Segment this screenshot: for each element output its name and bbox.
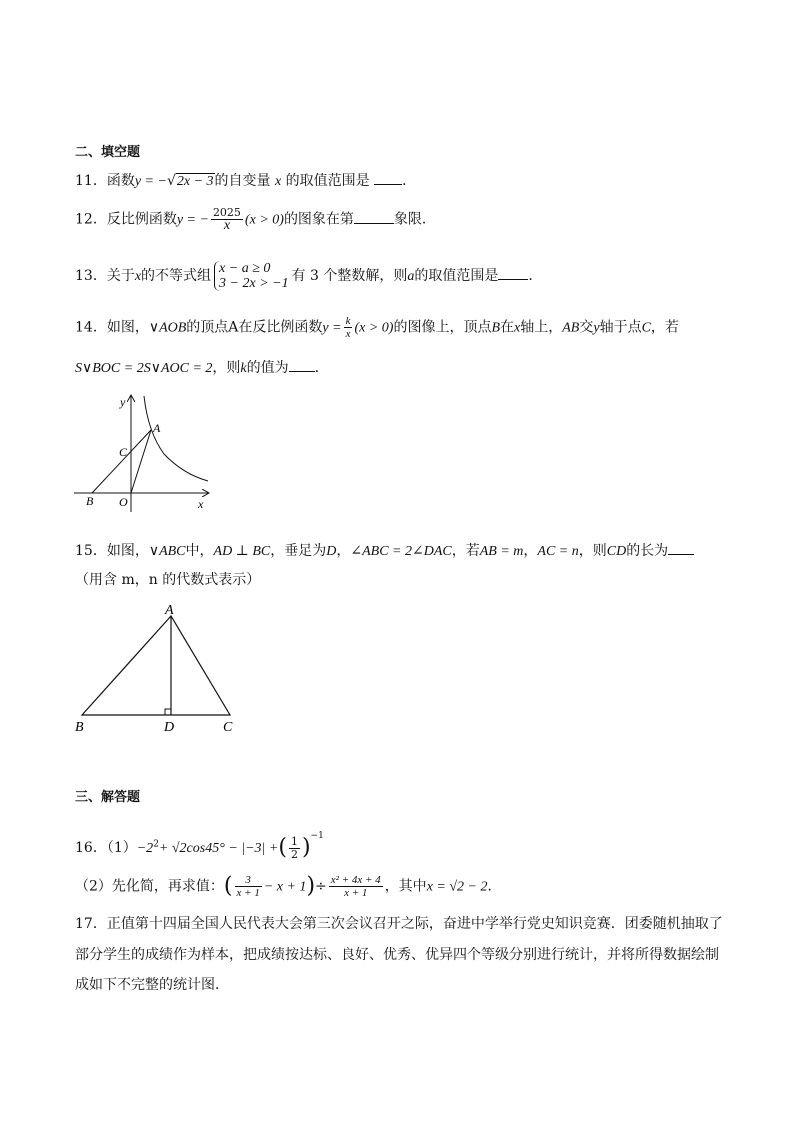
q16-p2-paren-close: )	[306, 873, 316, 899]
q15-answer-blank[interactable]	[668, 540, 694, 555]
q15-tri: ABC	[159, 544, 186, 559]
fig14-label-y: y	[120, 395, 126, 409]
q14-area-formula: S∨BOC = 2S∨AOC = 2	[75, 361, 213, 376]
question-14-line2	[75, 357, 329, 379]
q14-end: ．	[314, 360, 329, 376]
fig14-label-A: A	[153, 421, 161, 435]
q14-AB: AB	[562, 320, 580, 336]
q12-text1: 的图象在第	[283, 211, 354, 228]
q15-cd: CD	[606, 544, 627, 559]
fig15-label-B: B	[75, 720, 84, 735]
q16-exp-neg: −1	[310, 831, 324, 841]
q13-var-a: a	[407, 269, 415, 284]
question-15-line2: （用含 m，n 的代数式表示）	[75, 572, 261, 588]
q16-half-den: 2	[290, 847, 298, 861]
q14-frac-num: k	[345, 315, 351, 327]
q12-frac-num: 2025	[212, 206, 241, 219]
q15-prefix: 15．如图，∨	[75, 543, 160, 559]
fig14-segment-OA	[131, 430, 151, 493]
q11-text1: 的自变量	[214, 173, 271, 189]
question-17-line2: 部分学生的成绩作为样本，把成绩按达标、良好、优秀、优异四个等级分别进行统计，并将所得数据绘制	[75, 947, 719, 963]
q15-perp: AD ⊥ BC	[213, 544, 271, 559]
section-title-fill-blank: 二、填空题	[75, 145, 141, 160]
question-15-line1	[75, 540, 694, 562]
question-11	[75, 170, 416, 192]
q14-text1: 的顶点A在反比例函数	[186, 319, 323, 336]
fig14-label-B: B	[86, 494, 94, 508]
q16-p2-frac1	[235, 874, 262, 899]
figure-15	[70, 598, 245, 738]
q14-y: y	[593, 320, 600, 336]
q16-p2-where: ，其中	[384, 878, 427, 895]
fig14-hyperbola	[144, 396, 208, 481]
q14-cond: (x > 0)	[354, 320, 394, 336]
fig14-label-x: x	[198, 497, 204, 511]
q15-t2: ，垂足为	[270, 543, 327, 559]
q13-text1: 的不等式组	[141, 268, 212, 284]
q14-tri: AOB	[159, 320, 187, 336]
q14-text3: 在	[500, 319, 515, 336]
q13-ineq2: 3 − 2x > −1	[219, 276, 289, 291]
fig14-label-O: O	[119, 495, 128, 509]
question-17-line3: 成如下不完整的统计图．	[75, 977, 229, 993]
q12-answer-blank[interactable]	[354, 209, 394, 224]
fig15-label-C: C	[223, 720, 233, 735]
q13-prefix: 13．关于	[75, 268, 135, 284]
fig14-label-C: C	[119, 445, 128, 459]
fig15-right-angle-mark	[165, 709, 171, 715]
q12-text2: 象限．	[393, 211, 436, 228]
q14-B: B	[491, 320, 501, 336]
section-title-solve: 三、解答题	[75, 790, 141, 805]
q16-p2-mid: − x + 1	[263, 879, 307, 895]
q15-t5: ，	[523, 543, 538, 559]
question-12	[75, 207, 436, 232]
q16-part2-prefix: （2）先化简，再求值：	[75, 878, 224, 895]
q12-frac-den: x	[223, 218, 231, 233]
q11-sqrt-sign: √	[166, 173, 176, 189]
q12-formula-left: y = −	[176, 212, 209, 228]
q11-text2: 的取值范围是	[285, 173, 370, 189]
q16-paren-open: (	[278, 835, 287, 860]
q15-angle: ∠ABC = 2∠DAC	[350, 544, 452, 559]
q15-ab: AB = m	[479, 544, 524, 559]
q16-p2-num: 3	[235, 874, 262, 887]
q15-t7: 的长为	[626, 543, 669, 559]
question-14-line1	[75, 315, 679, 340]
q13-answer-blank[interactable]	[498, 265, 528, 280]
q14-C: C	[641, 320, 651, 336]
q13-ineq1: x − a ≥ 0	[219, 261, 271, 276]
q13-var: x	[134, 269, 142, 284]
q16-p2-den: x + 1	[236, 887, 260, 899]
q15-ac: AC = n	[537, 544, 579, 559]
q14-fraction	[344, 315, 353, 340]
q15-t4: ，若	[451, 543, 480, 559]
q11-radicand: 2x − 3	[176, 174, 214, 189]
q13-end: ．	[528, 268, 543, 284]
q11-prefix: 11．函数	[75, 173, 135, 189]
q12-fraction	[211, 207, 243, 232]
q14-text6: 轴于点	[599, 319, 642, 336]
q14-text7: ，若	[650, 319, 679, 336]
q16-paren-close: )	[301, 835, 311, 860]
q16-p2-end: ．	[487, 878, 502, 895]
fig15-label-D: D	[164, 720, 175, 735]
q16-p2-den2: x + 1	[344, 887, 368, 899]
q16-p2-frac2	[329, 874, 383, 899]
q15-t3: ，	[336, 543, 351, 559]
q11-var: x	[274, 174, 282, 189]
q14-line2-text2: 的值为	[246, 360, 289, 376]
q11-end: ．	[402, 173, 417, 189]
q14-prefix: 14．如图，∨	[75, 319, 160, 336]
q12-prefix: 12．反比例函数	[75, 211, 177, 228]
fig14-segment-BA	[92, 430, 151, 493]
q14-x: x	[514, 320, 521, 336]
q14-answer-blank[interactable]	[289, 357, 315, 372]
q14-text2: 的图像上，顶点	[393, 319, 492, 336]
figure-14	[68, 392, 218, 516]
question-16-part2	[75, 874, 501, 899]
q13-text3: 的取值范围是	[414, 268, 499, 284]
q11-formula-left: y = −	[134, 174, 167, 189]
q16-half	[289, 836, 300, 861]
q16-prefix: 16．（1）	[75, 840, 137, 856]
q16-expr-b: + √2cos45° − |−3| +	[158, 841, 279, 856]
q16-half-num: 1	[290, 834, 298, 848]
q16-p2-num2: x² + 4x + 4	[330, 874, 381, 886]
q16-p2-div: ÷	[315, 878, 327, 895]
q12-cond: (x > 0)	[244, 212, 284, 228]
question-17-line1: 17．正值第十四届全国人民代表大会第三次会议召开之际，奋进中学举行党史知识竞赛．团委随机抽取了	[75, 916, 723, 932]
q14-text4: 轴上，	[520, 319, 563, 336]
fig15-triangle	[82, 616, 230, 715]
q15-t6: ，则	[578, 543, 607, 559]
q11-answer-blank[interactable]	[374, 170, 402, 185]
q13-inequality-system	[214, 261, 289, 291]
q14-formula-left: y =	[322, 320, 342, 336]
q16-p2-x: x = √2 − 2	[426, 879, 488, 895]
q14-line2-text: ，则	[212, 360, 241, 376]
q15-D: D	[326, 544, 337, 559]
q14-k: k	[240, 361, 247, 376]
q16-expr-a: −2	[136, 841, 154, 856]
question-13	[75, 261, 542, 291]
q14-frac-den: x	[345, 328, 351, 340]
question-16-part1	[75, 826, 324, 861]
q14-text5: 交	[579, 319, 594, 336]
q16-p2-paren-open: (	[223, 873, 233, 899]
q13-text2: 有 3 个整数解，则	[291, 268, 408, 284]
q15-t1: 中，	[185, 543, 214, 559]
q16-exp2: 2	[153, 839, 159, 850]
fig15-label-A: A	[165, 603, 174, 618]
